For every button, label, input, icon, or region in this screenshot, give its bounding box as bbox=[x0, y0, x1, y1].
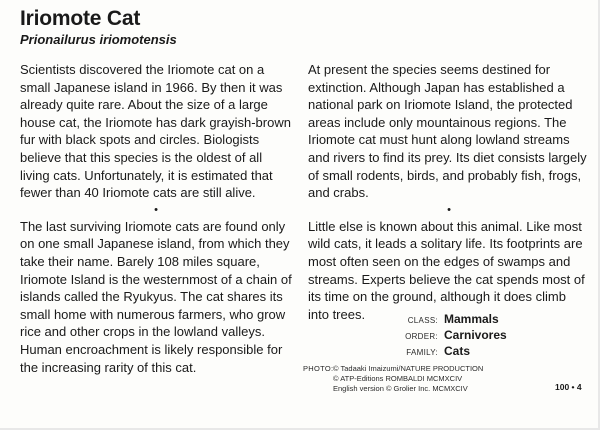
order-value: Carnivores bbox=[444, 328, 507, 342]
left-paragraph-1: Scientists discovered the Iriomote cat on a small Japanese island in 1966. By then it was already quite rare. About the size of a large house cat, the Iriomote has dark grayish-brown fur with black spots and circles. Biologists believe that this species is the oldest of all living cats. Unfortunately, it is estimated that fewer than 40 Iriomote cats are still alive. bbox=[20, 62, 291, 201]
credit-line-1: © Tadaaki Imaizumi/NATURE PRODUCTION bbox=[333, 364, 484, 373]
scientific-name: Prionailurus iriomotensis bbox=[20, 32, 177, 47]
right-column bbox=[308, 61, 590, 323]
class-value: Mammals bbox=[444, 312, 499, 326]
credit-line-3: English version © Grolier Inc. MCMXCIV bbox=[333, 384, 468, 393]
order-label: ORDER: bbox=[405, 332, 438, 341]
card-number: 100 • 4 bbox=[555, 382, 582, 392]
right-paragraph-1: At present the species seems destined for extinction. Although Japan has established a national park on Iriomote Island, the protected areas include only mountainous regions. The Iriomote cat must hunt along lowland streams and rivers to find its prey. Its diet consists largely of small rodents, birds, and probably fish, frogs, and crabs. bbox=[308, 62, 587, 201]
family-row bbox=[380, 344, 507, 360]
classification-block bbox=[380, 312, 507, 360]
family-value: Cats bbox=[444, 344, 471, 358]
right-paragraph-2: Little else is known about this animal. Like most wild cats, it leads a solitary life. Its footprints are most often seen on the edges of swamps and streams. Experts believe the cat spends most of its time on the ground, although it does climb into trees. bbox=[308, 218, 585, 322]
class-row bbox=[380, 312, 507, 328]
card-header bbox=[20, 6, 177, 48]
left-paragraph-2: The last surviving Iriomote cats are found only on one small Japanese island, from which they take their name. Barely 108 miles square, Iriomote Island is the westernmost of a chain of islands called the Ryukyus. The cat shares its small home with numerous farmers, who grow rice and other crops in the lowland valleys. Human encroachment is likely responsible for the increasing rarity of this cat. bbox=[20, 218, 292, 375]
photo-label: PHOTO: bbox=[303, 364, 334, 373]
card-title: Iriomote Cat bbox=[20, 7, 141, 30]
right-bullet-separator: • bbox=[447, 203, 451, 216]
credit-line-2: © ATP-Editions ROMBALDI MCMXCIV bbox=[333, 374, 463, 383]
class-label: CLASS: bbox=[407, 316, 438, 325]
left-column bbox=[20, 61, 292, 376]
left-bullet-separator: • bbox=[154, 203, 158, 216]
family-label: FAMILY: bbox=[406, 348, 438, 357]
order-row bbox=[380, 328, 507, 344]
credit-lines bbox=[333, 364, 483, 394]
photo-credits bbox=[303, 364, 483, 394]
